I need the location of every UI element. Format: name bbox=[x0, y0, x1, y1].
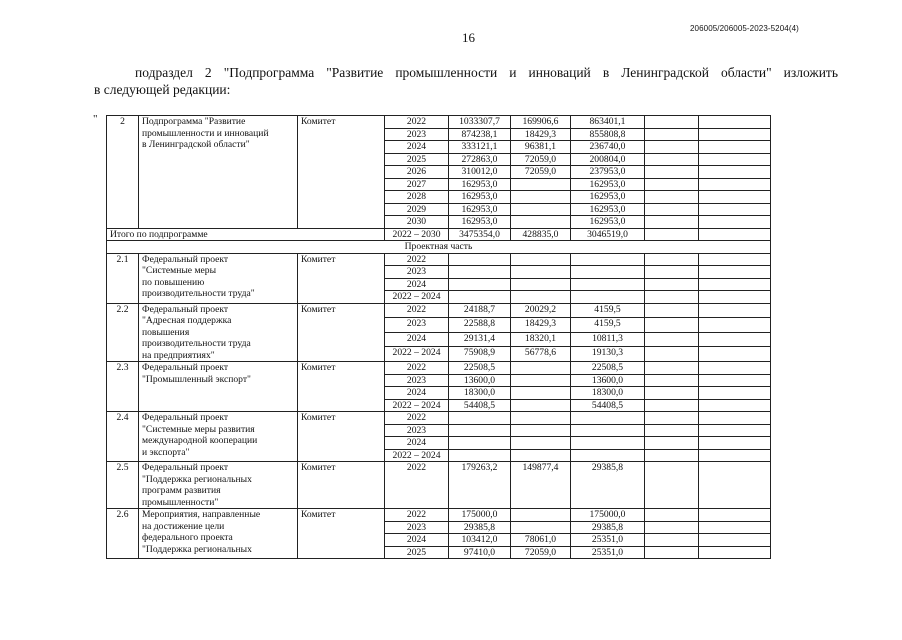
total-value: 3475354,0 bbox=[449, 228, 511, 241]
empty-cell bbox=[699, 412, 771, 425]
federal-budget-value: 149877,4 bbox=[511, 462, 571, 509]
empty-cell bbox=[645, 303, 699, 318]
empty-cell bbox=[645, 203, 699, 216]
row-name-line: "Промышленный экспорт" bbox=[142, 373, 251, 385]
year-cell: 2023 bbox=[385, 128, 449, 141]
total-value bbox=[449, 291, 511, 304]
intro-line-2: в следующей редакции: bbox=[94, 82, 231, 97]
federal-budget-value bbox=[511, 449, 571, 462]
regional-budget-value: 29385,8 bbox=[571, 521, 645, 534]
empty-cell bbox=[699, 166, 771, 179]
federal-budget-value: 96381,1 bbox=[511, 141, 571, 154]
row-name-line: по повышению bbox=[142, 276, 205, 288]
year-cell: 2022 bbox=[385, 462, 449, 509]
responsible-executor: Комитет bbox=[298, 116, 385, 229]
federal-budget-value: 72059,0 bbox=[511, 153, 571, 166]
year-cell: 2023 bbox=[385, 521, 449, 534]
regional-budget-value: 10811,3 bbox=[571, 332, 645, 347]
federal-budget-value bbox=[511, 521, 571, 534]
row-name-line: федерального проекта bbox=[142, 532, 233, 543]
year-cell: 2022 – 2024 bbox=[385, 347, 449, 362]
row-name-line: Федеральный проект bbox=[142, 412, 229, 423]
row-number: 2.2 bbox=[107, 303, 139, 362]
row-number: 2.6 bbox=[107, 509, 139, 559]
total-value: 874238,1 bbox=[449, 128, 511, 141]
regional-budget-value: 22508,5 bbox=[571, 362, 645, 375]
empty-cell bbox=[699, 116, 771, 129]
regional-budget-value: 855808,8 bbox=[571, 128, 645, 141]
total-value bbox=[449, 424, 511, 437]
row-name-line: международной кооперации bbox=[142, 435, 258, 446]
total-value: 1033307,7 bbox=[449, 116, 511, 129]
federal-budget-value: 18429,3 bbox=[511, 318, 571, 333]
row-number: 2.4 bbox=[107, 412, 139, 462]
row-number: 2.1 bbox=[107, 253, 139, 303]
row-name-line: Федеральный проект bbox=[142, 362, 229, 373]
empty-cell bbox=[699, 228, 771, 241]
empty-cell bbox=[645, 399, 699, 412]
responsible-executor: Комитет bbox=[298, 253, 385, 303]
empty-cell bbox=[645, 291, 699, 304]
total-value: 162953,0 bbox=[449, 203, 511, 216]
federal-budget-value bbox=[511, 203, 571, 216]
year-cell: 2022 bbox=[385, 362, 449, 375]
empty-cell bbox=[645, 462, 699, 509]
regional-budget-value: 162953,0 bbox=[571, 203, 645, 216]
row-name bbox=[139, 509, 298, 559]
total-value: 22588,8 bbox=[449, 318, 511, 333]
row-name-line: "Поддержка региональных bbox=[142, 473, 252, 485]
row-name-line: производительности труда" bbox=[142, 288, 255, 299]
total-value: 13600,0 bbox=[449, 374, 511, 387]
federal-budget-value bbox=[511, 509, 571, 522]
empty-cell bbox=[699, 437, 771, 450]
empty-cell bbox=[645, 141, 699, 154]
federal-budget-value: 72059,0 bbox=[511, 546, 571, 559]
regional-budget-value: 162953,0 bbox=[571, 178, 645, 191]
empty-cell bbox=[699, 278, 771, 291]
empty-cell bbox=[645, 191, 699, 204]
regional-budget-value: 162953,0 bbox=[571, 216, 645, 229]
table-row bbox=[107, 362, 771, 375]
federal-budget-value bbox=[511, 412, 571, 425]
section-label: Проектная часть bbox=[107, 241, 771, 254]
regional-budget-value bbox=[571, 449, 645, 462]
federal-budget-value bbox=[511, 191, 571, 204]
regional-budget-value bbox=[571, 253, 645, 266]
empty-cell bbox=[699, 291, 771, 304]
year-cell: 2022 bbox=[385, 412, 449, 425]
row-name bbox=[139, 253, 298, 303]
empty-cell bbox=[645, 266, 699, 279]
federal-budget-value: 78061,0 bbox=[511, 534, 571, 547]
regional-budget-value: 29385,8 bbox=[571, 462, 645, 509]
regional-budget-value: 175000,0 bbox=[571, 509, 645, 522]
row-name bbox=[139, 412, 298, 462]
federal-budget-value bbox=[511, 399, 571, 412]
empty-cell bbox=[645, 534, 699, 547]
year-cell: 2022 bbox=[385, 509, 449, 522]
empty-cell bbox=[645, 412, 699, 425]
total-value: 75908,9 bbox=[449, 347, 511, 362]
responsible-executor: Комитет bbox=[298, 362, 385, 412]
year-cell: 2023 bbox=[385, 266, 449, 279]
empty-cell bbox=[645, 153, 699, 166]
regional-budget-value: 237953,0 bbox=[571, 166, 645, 179]
regional-budget-value: 3046519,0 bbox=[571, 228, 645, 241]
row-name-line: производительности труда bbox=[142, 338, 251, 349]
table-row bbox=[107, 462, 771, 509]
total-value: 310012,0 bbox=[449, 166, 511, 179]
row-name-line: "Системные меры bbox=[142, 265, 217, 276]
empty-cell bbox=[645, 228, 699, 241]
total-value: 175000,0 bbox=[449, 509, 511, 522]
regional-budget-value: 863401,1 bbox=[571, 116, 645, 129]
year-cell: 2022 bbox=[385, 253, 449, 266]
total-row bbox=[107, 228, 771, 241]
federal-budget-value bbox=[511, 253, 571, 266]
row-name-line: "Поддержка региональных bbox=[142, 543, 252, 555]
empty-cell bbox=[699, 332, 771, 347]
empty-cell bbox=[699, 203, 771, 216]
empty-cell bbox=[699, 424, 771, 437]
total-value: 97410,0 bbox=[449, 546, 511, 559]
total-value bbox=[449, 266, 511, 279]
total-value: 24188,7 bbox=[449, 303, 511, 318]
federal-budget-value: 72059,0 bbox=[511, 166, 571, 179]
federal-budget-value: 428835,0 bbox=[511, 228, 571, 241]
year-cell: 2023 bbox=[385, 374, 449, 387]
empty-cell bbox=[699, 509, 771, 522]
empty-cell bbox=[699, 318, 771, 333]
empty-cell bbox=[645, 449, 699, 462]
year-cell: 2023 bbox=[385, 424, 449, 437]
federal-budget-value bbox=[511, 216, 571, 229]
total-value bbox=[449, 253, 511, 266]
total-value: 162953,0 bbox=[449, 178, 511, 191]
total-value: 162953,0 bbox=[449, 216, 511, 229]
regional-budget-value bbox=[571, 291, 645, 304]
total-value bbox=[449, 278, 511, 291]
regional-budget-value bbox=[571, 437, 645, 450]
empty-cell bbox=[645, 521, 699, 534]
total-value: 179263,2 bbox=[449, 462, 511, 509]
year-cell: 2029 bbox=[385, 203, 449, 216]
year-cell: 2022 – 2024 bbox=[385, 449, 449, 462]
empty-cell bbox=[645, 253, 699, 266]
federal-budget-value bbox=[511, 178, 571, 191]
federal-budget-value: 169906,6 bbox=[511, 116, 571, 129]
section-row bbox=[107, 241, 771, 254]
empty-cell bbox=[699, 449, 771, 462]
table-row bbox=[107, 116, 771, 129]
row-name-line: программ развития bbox=[142, 485, 221, 496]
row-name bbox=[139, 116, 298, 229]
year-cell: 2026 bbox=[385, 166, 449, 179]
year-cell: 2022 – 2024 bbox=[385, 399, 449, 412]
row-name-line: в Ленинградской области" bbox=[142, 139, 250, 150]
regional-budget-value bbox=[571, 424, 645, 437]
row-number: 2 bbox=[107, 116, 139, 229]
total-value: 272863,0 bbox=[449, 153, 511, 166]
year-cell: 2027 bbox=[385, 178, 449, 191]
regional-budget-value: 4159,5 bbox=[571, 303, 645, 318]
empty-cell bbox=[699, 153, 771, 166]
year-cell: 2025 bbox=[385, 546, 449, 559]
responsible-executor: Комитет bbox=[298, 462, 385, 509]
row-name bbox=[139, 362, 298, 412]
regional-budget-value: 200804,0 bbox=[571, 153, 645, 166]
responsible-executor: Комитет bbox=[298, 509, 385, 559]
row-name bbox=[139, 303, 298, 362]
regional-budget-value bbox=[571, 412, 645, 425]
row-name-line: промышленности" bbox=[142, 496, 219, 508]
total-value: 29131,4 bbox=[449, 332, 511, 347]
row-name-line: Мероприятия, направленные bbox=[142, 509, 261, 520]
year-cell: 2030 bbox=[385, 216, 449, 229]
total-value: 162953,0 bbox=[449, 191, 511, 204]
empty-cell bbox=[699, 128, 771, 141]
row-name-line: "Адресная поддержка bbox=[142, 315, 232, 326]
empty-cell bbox=[645, 362, 699, 375]
year-cell: 2022 – 2024 bbox=[385, 291, 449, 304]
federal-budget-value bbox=[511, 437, 571, 450]
page-number: 16 bbox=[462, 30, 475, 45]
year-cell: 2022 bbox=[385, 116, 449, 129]
row-name-line: Подпрограмма "Развитие bbox=[142, 116, 246, 127]
empty-cell bbox=[645, 387, 699, 400]
federal-budget-value bbox=[511, 424, 571, 437]
row-name-line: на достижение цели bbox=[142, 520, 225, 532]
empty-cell bbox=[699, 191, 771, 204]
empty-cell bbox=[645, 424, 699, 437]
year-cell: 2024 bbox=[385, 437, 449, 450]
intro-paragraph bbox=[94, 64, 838, 98]
year-cell: 2025 bbox=[385, 153, 449, 166]
empty-cell bbox=[699, 141, 771, 154]
regional-budget-value: 54408,5 bbox=[571, 399, 645, 412]
row-name-line: Федеральный проект bbox=[142, 462, 229, 473]
federal-budget-value bbox=[511, 374, 571, 387]
total-label: Итого по подпрограмме bbox=[107, 228, 385, 241]
federal-budget-value: 18429,3 bbox=[511, 128, 571, 141]
federal-budget-value: 56778,6 bbox=[511, 347, 571, 362]
federal-budget-value bbox=[511, 266, 571, 279]
row-number: 2.5 bbox=[107, 462, 139, 509]
row-name-line: повышения bbox=[142, 326, 190, 338]
regional-budget-value bbox=[571, 266, 645, 279]
empty-cell bbox=[699, 534, 771, 547]
empty-cell bbox=[699, 521, 771, 534]
total-value: 333121,1 bbox=[449, 141, 511, 154]
row-name-line: промышленности и инноваций bbox=[142, 127, 269, 139]
row-name-line: "Системные меры развития bbox=[142, 423, 255, 435]
federal-budget-value: 20029,2 bbox=[511, 303, 571, 318]
year-cell: 2028 bbox=[385, 191, 449, 204]
empty-cell bbox=[645, 437, 699, 450]
total-value: 54408,5 bbox=[449, 399, 511, 412]
row-number: 2.3 bbox=[107, 362, 139, 412]
total-value bbox=[449, 437, 511, 450]
empty-cell bbox=[645, 216, 699, 229]
regional-budget-value: 18300,0 bbox=[571, 387, 645, 400]
empty-cell bbox=[645, 374, 699, 387]
empty-cell bbox=[699, 546, 771, 559]
table-row bbox=[107, 303, 771, 318]
empty-cell bbox=[699, 362, 771, 375]
empty-cell bbox=[699, 303, 771, 318]
empty-cell bbox=[699, 399, 771, 412]
subprogram-funding-table bbox=[106, 115, 771, 559]
table-row bbox=[107, 253, 771, 266]
empty-cell bbox=[699, 374, 771, 387]
federal-budget-value bbox=[511, 278, 571, 291]
total-value: 22508,5 bbox=[449, 362, 511, 375]
row-name-line: Федеральный проект bbox=[142, 253, 229, 265]
year-cell: 2023 bbox=[385, 318, 449, 333]
empty-cell bbox=[645, 347, 699, 362]
empty-cell bbox=[645, 178, 699, 191]
year-cell: 2024 bbox=[385, 387, 449, 400]
year-cell: 2024 bbox=[385, 332, 449, 347]
year-cell: 2022 – 2030 bbox=[385, 228, 449, 241]
empty-cell bbox=[699, 253, 771, 266]
total-value bbox=[449, 412, 511, 425]
federal-budget-value bbox=[511, 291, 571, 304]
total-value: 103412,0 bbox=[449, 534, 511, 547]
regional-budget-value: 19130,3 bbox=[571, 347, 645, 362]
row-name bbox=[139, 462, 298, 509]
empty-cell bbox=[699, 347, 771, 362]
empty-cell bbox=[645, 116, 699, 129]
table-row bbox=[107, 509, 771, 522]
total-value bbox=[449, 449, 511, 462]
regional-budget-value: 13600,0 bbox=[571, 374, 645, 387]
year-cell: 2024 bbox=[385, 141, 449, 154]
total-value: 18300,0 bbox=[449, 387, 511, 400]
year-cell: 2024 bbox=[385, 278, 449, 291]
regional-budget-value: 162953,0 bbox=[571, 191, 645, 204]
total-value: 29385,8 bbox=[449, 521, 511, 534]
regional-budget-value: 236740,0 bbox=[571, 141, 645, 154]
empty-cell bbox=[645, 546, 699, 559]
table-row bbox=[107, 412, 771, 425]
document-id: 206005/206005-2023-5204(4) bbox=[690, 24, 799, 33]
regional-budget-value: 4159,5 bbox=[571, 318, 645, 333]
year-cell: 2022 bbox=[385, 303, 449, 318]
federal-budget-value: 18320,1 bbox=[511, 332, 571, 347]
row-name-line: и экспорта" bbox=[142, 446, 190, 458]
responsible-executor: Комитет bbox=[298, 303, 385, 362]
empty-cell bbox=[699, 216, 771, 229]
empty-cell bbox=[645, 278, 699, 291]
intro-line-1: подраздел 2 "Подпрограмма "Развитие промышленности и инноваций в Ленинградской области" изложить bbox=[135, 65, 838, 80]
federal-budget-value bbox=[511, 362, 571, 375]
empty-cell bbox=[699, 178, 771, 191]
empty-cell bbox=[645, 318, 699, 333]
responsible-executor: Комитет bbox=[298, 412, 385, 462]
empty-cell bbox=[699, 462, 771, 509]
empty-cell bbox=[645, 166, 699, 179]
regional-budget-value bbox=[571, 278, 645, 291]
regional-budget-value: 25351,0 bbox=[571, 546, 645, 559]
federal-budget-value bbox=[511, 387, 571, 400]
empty-cell bbox=[645, 509, 699, 522]
empty-cell bbox=[699, 387, 771, 400]
year-cell: 2024 bbox=[385, 534, 449, 547]
empty-cell bbox=[645, 128, 699, 141]
regional-budget-value: 25351,0 bbox=[571, 534, 645, 547]
opening-quote-mark: " bbox=[93, 113, 98, 125]
empty-cell bbox=[645, 332, 699, 347]
row-name-line: на предприятиях" bbox=[142, 349, 215, 361]
table-body bbox=[107, 116, 771, 559]
empty-cell bbox=[699, 266, 771, 279]
row-name-line: Федеральный проект bbox=[142, 303, 229, 315]
